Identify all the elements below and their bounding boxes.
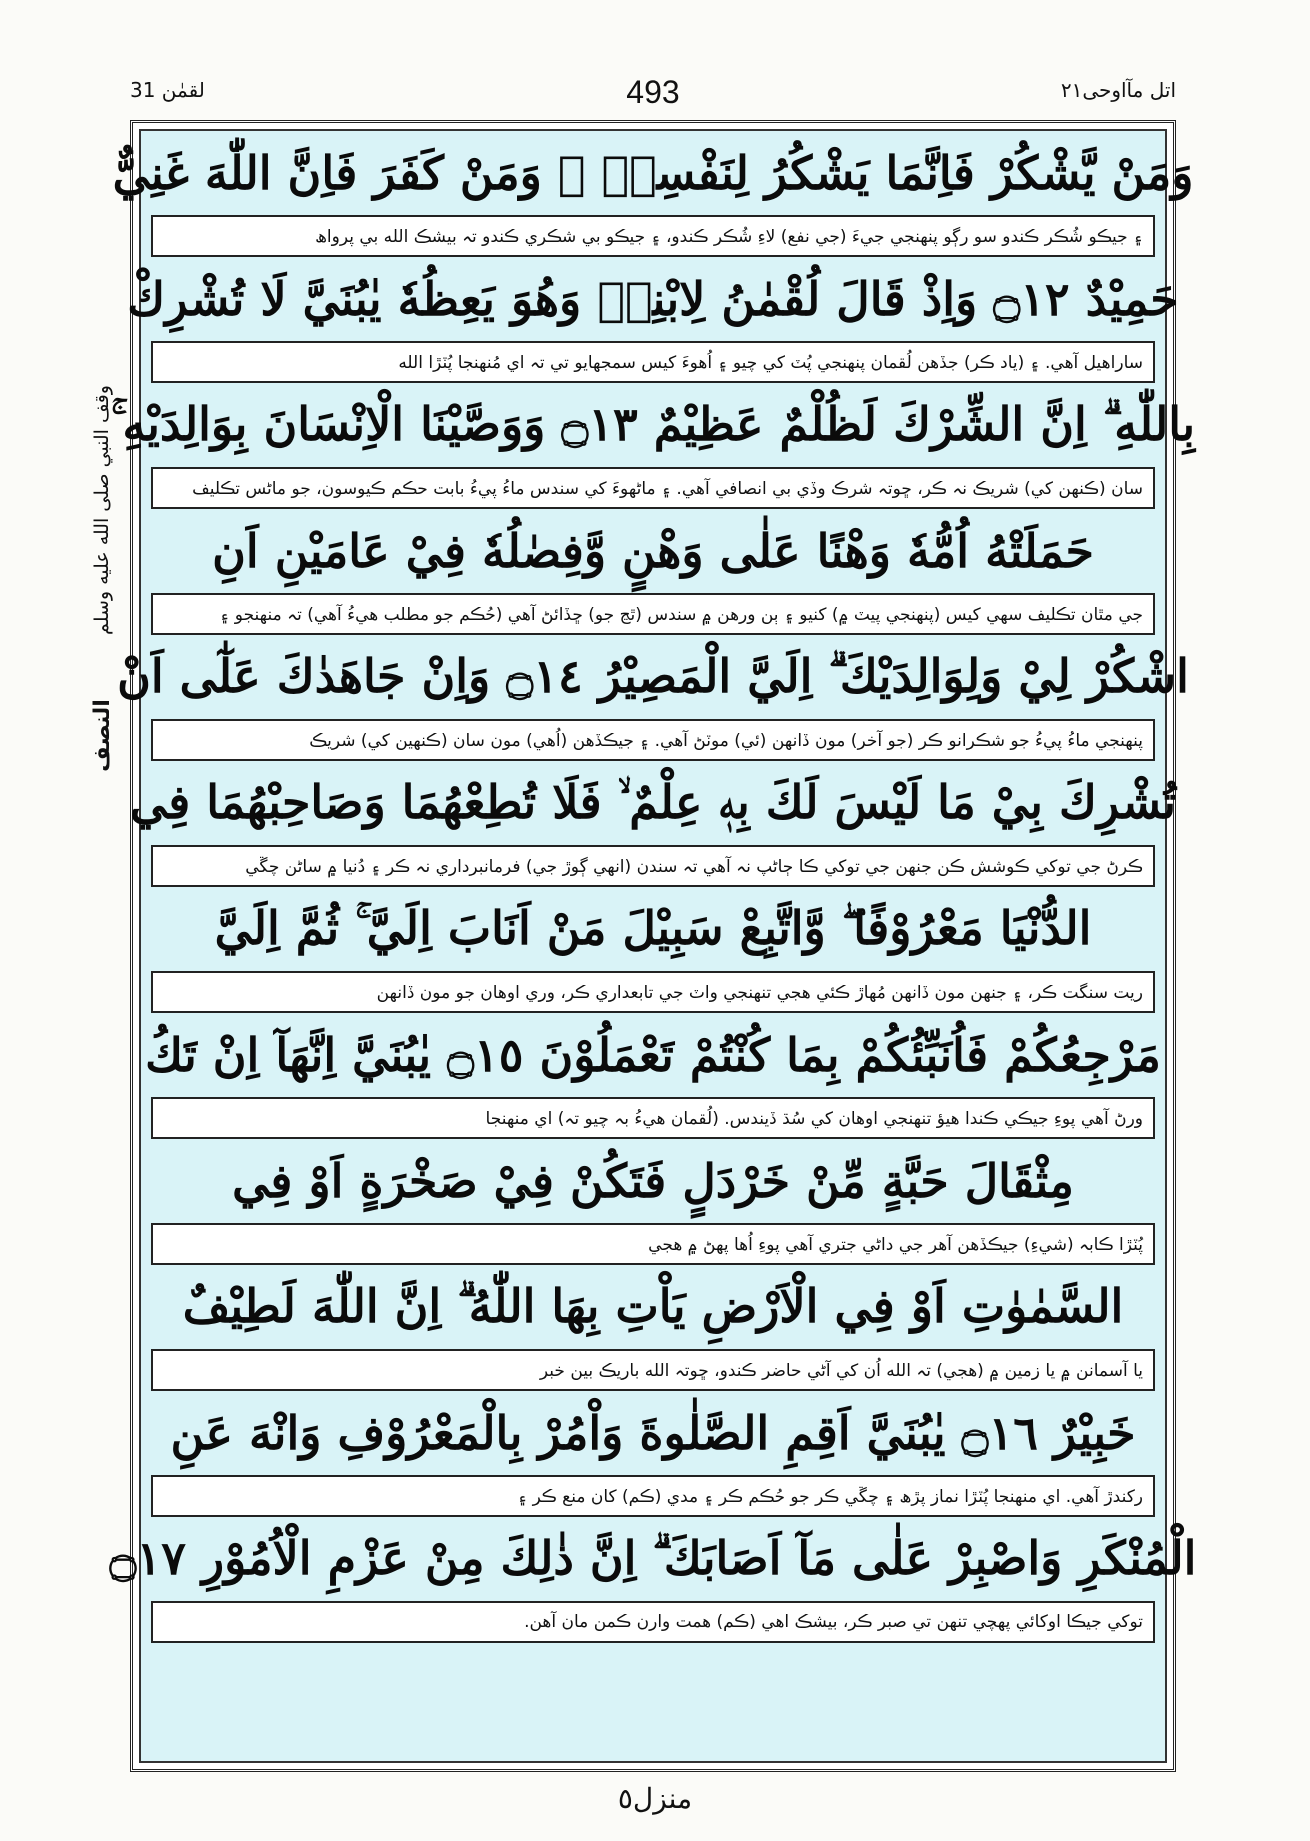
side-note-waqf-text: وقف النبي صلى الله عليه وسلم (91, 385, 114, 635)
translation-line: يا آسمانن ۾ يا زمين ۾ (هجي) تہ الله اُن کي آڻي حاضر ڪندو، ڇوتہ الله باريڪ بين خبر (151, 1349, 1155, 1391)
side-note-nisf (82, 690, 122, 780)
arabic-line: حَمِيْدٌ ۝١٢ وَاِذْ قَالَ لُقْمٰنُ لِابْنِهٖ وَهُوَ يَعِظُهٗ يٰبُنَيَّ لَا تُشْرِكْ (127, 272, 1179, 326)
arabic-line: مَرْجِعُكُمْ فَاُنَبِّئُكُمْ بِمَا كُنْتُمْ تَعْمَلُوْنَ ۝١٥ يٰبُنَيَّ اِنَّهَآ اِنْ تَكُ (145, 1028, 1161, 1082)
arabic-line: بِاللّٰهِ ۗ اِنَّ الشِّرْكَ لَظُلْمٌ عَظِيْمٌ ۝١٣ وَوَصَّيْنَا الْاِنْسَانَ بِوَالِدَيْهِ ۚ (110, 397, 1196, 451)
translation-line: ڪرڻ جي توکي ڪوشش ڪن جنهن جي توکي ڪا ڄاڻپ نہ آھي تہ سندن (انهي ڳوڙ جي) فرمانبرداري نہ ڪر ۽ دُنيا ۾ ساڻن چڱي (151, 845, 1155, 887)
translation-line: پُٽڙا ڪابہ (شيءِ) جيڪڏھن آھر جي داڻي جتري آھي پوءِ اُها پهڻ ۾ هجي (151, 1223, 1155, 1265)
arabic-line: وَمَنْ يَّشْكُرْ فَاِنَّمَا يَشْكُرُ لِنَفْسِهٖ ۚ وَمَنْ كَفَرَ فَاِنَّ اللّٰهَ غَنِيٌّ (112, 146, 1194, 200)
page-header (130, 74, 1176, 122)
arabic-line: اشْكُرْ لِيْ وَلِوَالِدَيْكَ ۗ اِلَيَّ الْمَصِيْرُ ۝١٤ وَاِنْ جَاهَدٰكَ عَلٰٓى اَنْ (117, 649, 1189, 703)
arabic-line: مِثْقَالَ حَبَّةٍ مِّنْ خَرْدَلٍ فَتَكُنْ فِيْ صَخْرَةٍ اَوْ فِي (232, 1154, 1074, 1208)
arabic-line: حَمَلَتْهُ اُمُّهٗ وَهْنًا عَلٰى وَهْنٍ وَّفِصٰلُهٗ فِيْ عَامَيْنِ اَنِ (212, 524, 1094, 578)
text-panel (109, 129, 1197, 1763)
page-frame (109, 120, 1197, 1772)
translation-line: ساراھيل آھي. ۽ (ياد ڪر) جڏھن لُقمان پنهنجي پُٽ کي چيو ۽ اُھوءَ کيس سمجھايو تي تہ اي مُنهنجا پُٽڙا الله (151, 341, 1155, 383)
manzil-footer: منزل٥ (617, 1782, 693, 1815)
arabic-line: تُشْرِكَ بِيْ مَا لَيْسَ لَكَ بِهٖ عِلْمٌ ۙ فَلَا تُطِعْهُمَا وَصَاحِبْهُمَا فِي (129, 775, 1177, 829)
side-note-nisf-text: النصف (89, 698, 115, 772)
translation-line: توکي جيڪا اوکائي پهچي تنهن تي صبر ڪر، بيشڪ اھي (ڪم) همت وارن ڪمن مان آھن. (151, 1601, 1155, 1643)
translation-line: رکندڙ آھي. اي منهنجا پُٽڙا نماز پڙھ ۽ چڱي ڪر جو حُڪم ڪر ۽ مدي (ڪم) کان منع ڪر ۽ (151, 1475, 1155, 1517)
translation-line: سان (ڪنهن کي) شريڪ نہ ڪر، ڇوتہ شرڪ وڏي بي انصافي آھي. ۽ ماڻهوءَ کي سندس ماءُ پيءُ بابت حڪم ڪيوسون، جو ماڻس تڪليف (151, 467, 1155, 509)
arabic-line: الْمُنْكَرِ وَاصْبِرْ عَلٰى مَآ اَصَابَكَ ۗ اِنَّ ذٰلِكَ مِنْ عَزْمِ الْاُمُوْرِ ۝١٧ (109, 1531, 1197, 1585)
arabic-line: خَبِيْرٌ ۝١٦ يٰبُنَيَّ اَقِمِ الصَّلٰوةَ وَاْمُرْ بِالْمَعْرُوْفِ وَانْهَ عَنِ (170, 1406, 1136, 1460)
surah-name: لقمٰن 31 (130, 78, 205, 102)
page-number: 493 (626, 74, 680, 110)
translation-line: ۽ جيڪو شُڪر ڪندو سو رڳو پنهنجي جيءَ (جي نفع) لاءِ شُڪر ڪندو، ۽ جيڪو بي شڪري ڪندو تہ بيشڪ الله بي پرواھ (151, 215, 1155, 257)
translation-line: جي مٿان تڪليف سهي کيس (پنهنجي پيٽ ۾) کنيو ۽ ٻن ورهن ۾ سندس (ٿڃ جو) ڇڏائڻ آھي (حُڪم جو مطلب هيءُ آھي) تہ منهنجو ۽ (151, 593, 1155, 635)
translation-line: ورڻ آھي پوءِ جيڪي ڪندا هيؤ تنهنجي اوھان کي سُڌ ڏيندس. (لُقمان هيءُ بہ چيو تہ) اي منهنجا (151, 1097, 1155, 1139)
arabic-line: السَّمٰوٰتِ اَوْ فِي الْاَرْضِ يَاْتِ بِهَا اللّٰهُ ۗ اِنَّ اللّٰهَ لَطِيْفٌ (182, 1279, 1124, 1333)
translation-line: پنهنجي ماءُ پيءُ جو شڪرانو ڪر (جو آخر) مون ڏانهن (ئي) موٽڻ آھي. ۽ جيڪڏھن (اُھي) مون سان (ڪنهين کي) شريڪ (151, 719, 1155, 761)
translation-line: ريت سنگت ڪر، ۽ جنهن مون ڏانهن مُهاڙ ڪئي هجي تنهنجي واٽ جي تابعداري ڪر، وري اوھان جو مون ڏانهن (151, 971, 1155, 1013)
juz-name: اتل مآاوحی٢١ (1060, 78, 1176, 102)
arabic-line: الدُّنْيَا مَعْرُوْفًا ۖ وَّاتَّبِعْ سَبِيْلَ مَنْ اَنَابَ اِلَيَّ ۚ ثُمَّ اِلَيَّ (214, 901, 1092, 955)
